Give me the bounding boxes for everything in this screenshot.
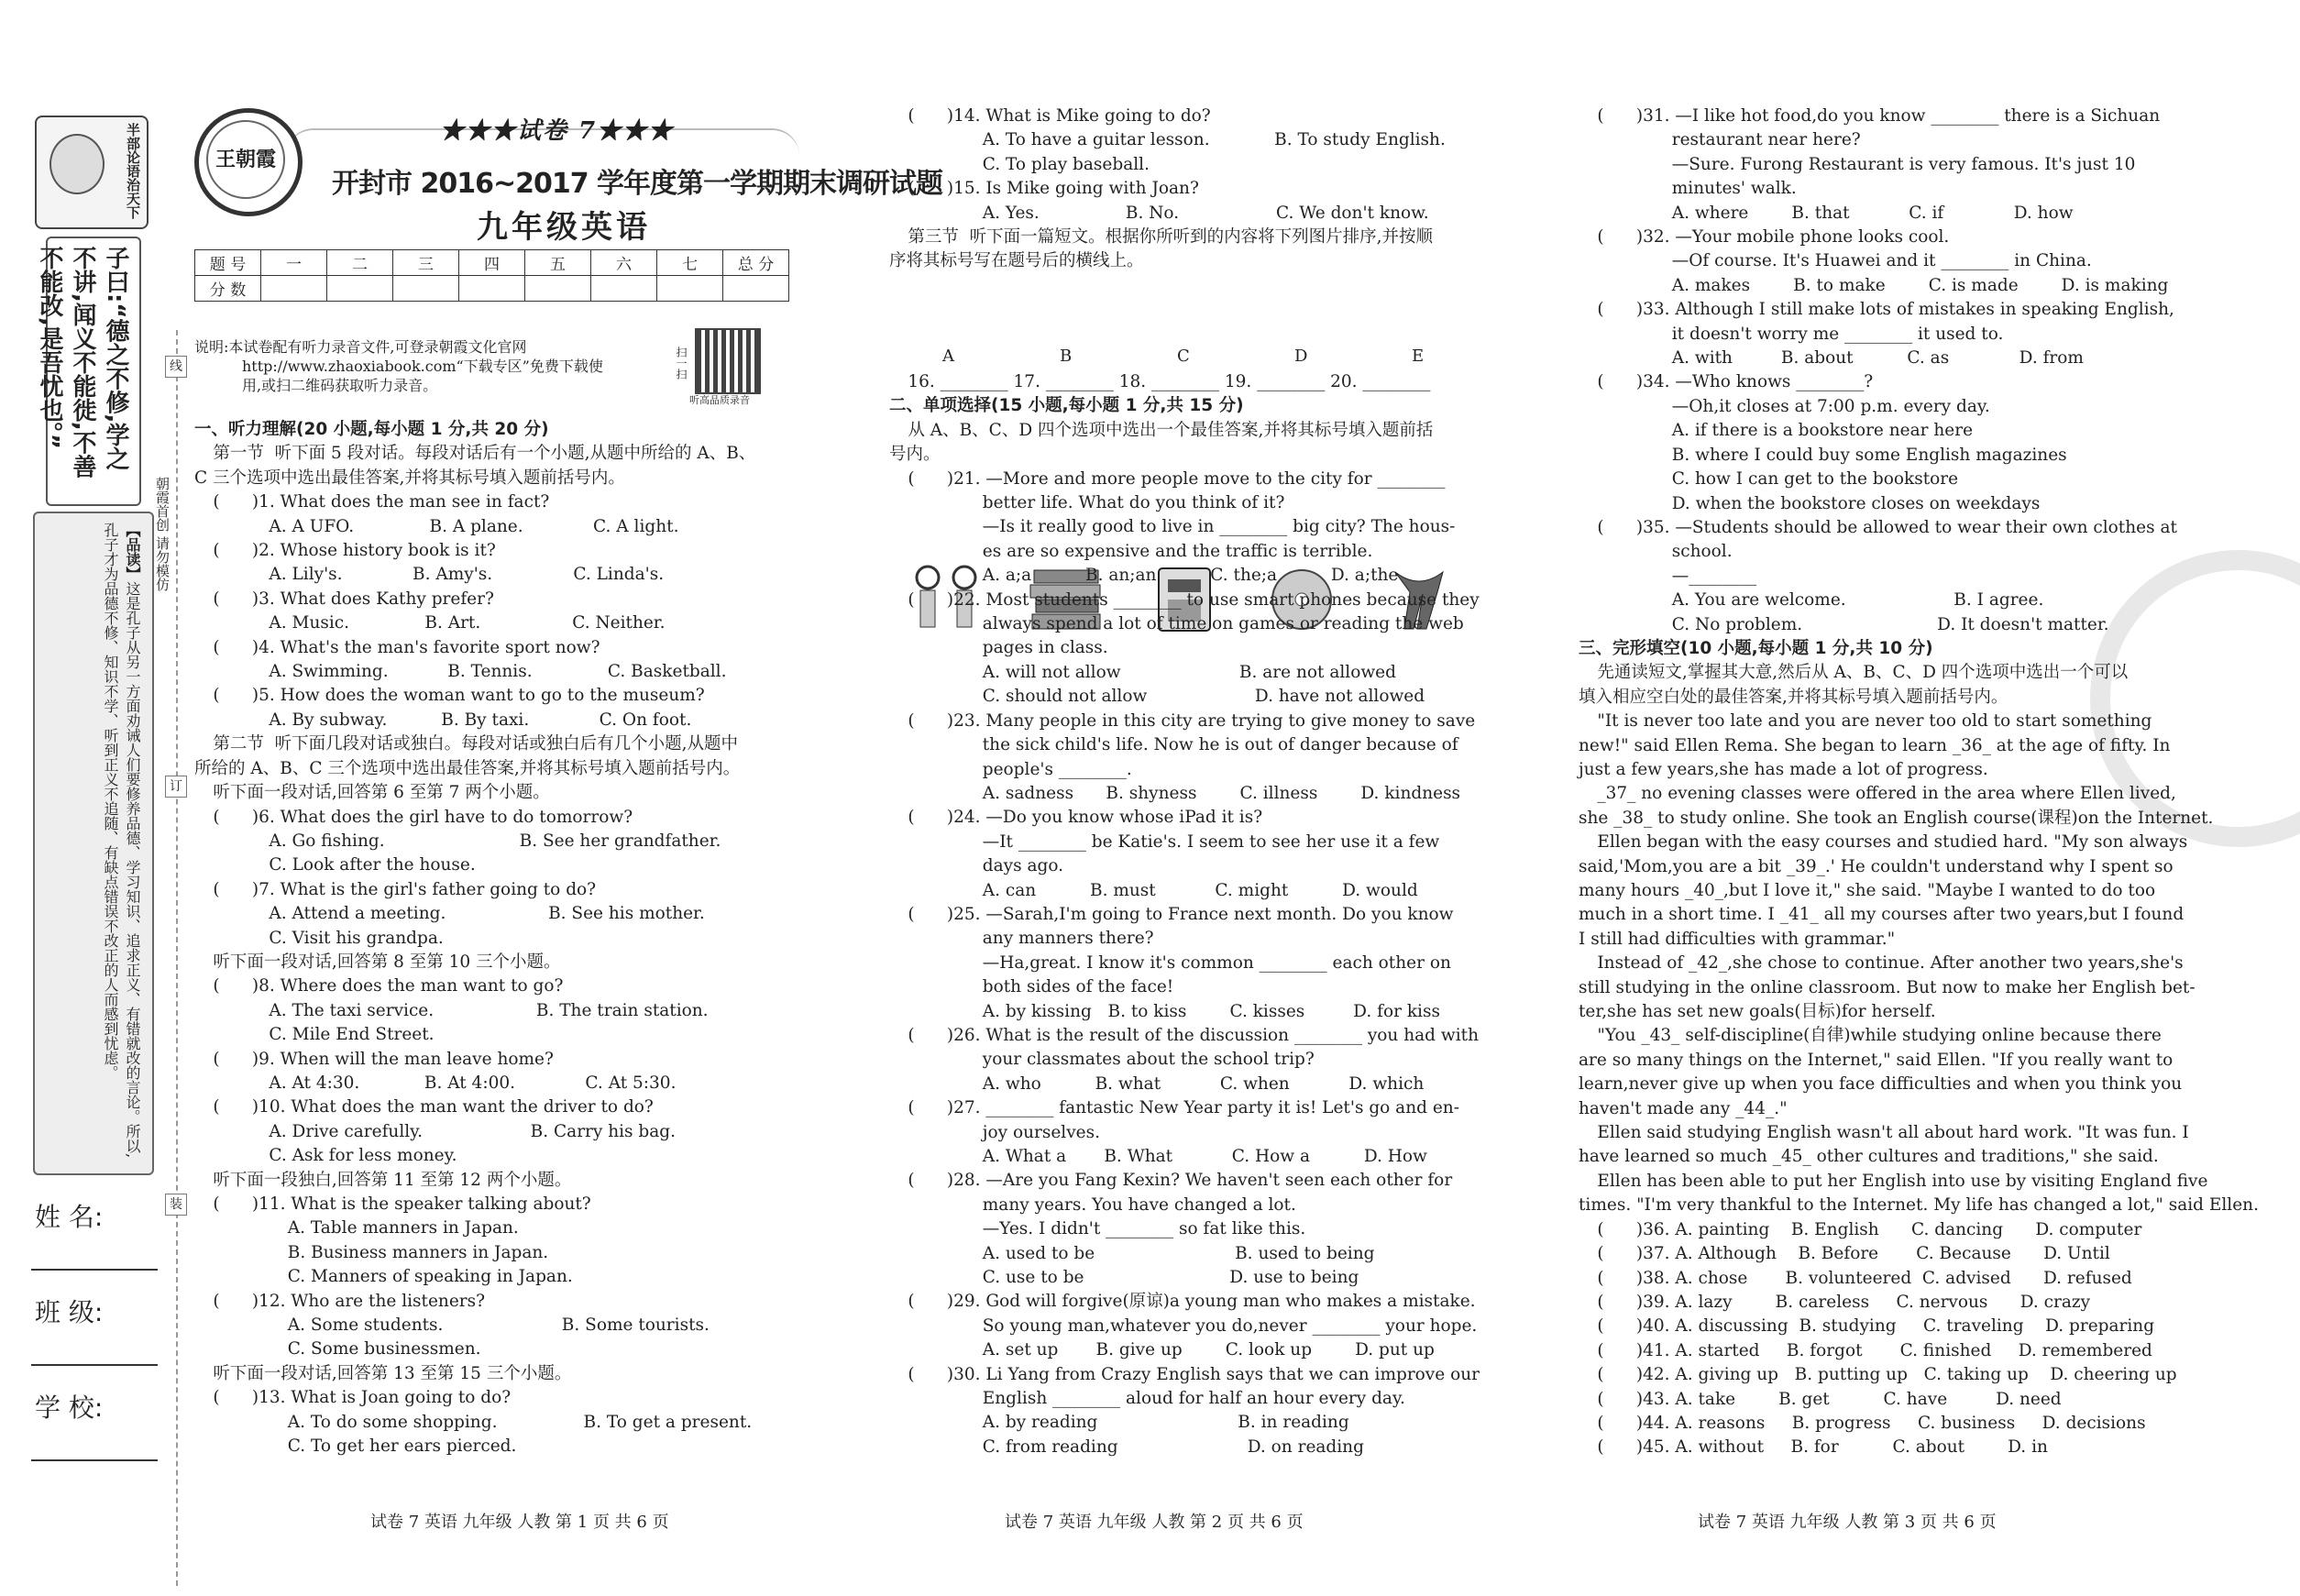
- question-line: A. by reading B. in reading: [982, 1413, 1349, 1433]
- question-line: A. sadness B. shyness C. illness D. kindness: [982, 783, 1461, 803]
- reading-label: 【品读】: [124, 523, 141, 581]
- question-line: ( )5. How does the woman want to go to the museum?: [213, 686, 705, 706]
- question-line: Ellen said studying English wasn't all about hard work. "It was fun. I: [1597, 1123, 2189, 1143]
- column-2-top: [889, 105, 1503, 274]
- question-line: 第二节 听下面几段对话或独白。每段对话或独白后有几个小题,从题中: [213, 734, 738, 754]
- question-line: C. Look after the house.: [269, 855, 476, 875]
- score-cell: 四: [459, 250, 525, 276]
- question-line: C. Manners of speaking in Japan.: [287, 1267, 573, 1287]
- score-input[interactable]: [459, 276, 525, 302]
- question-line: ( )37. A. Although B. Before C. Because D. Until: [1597, 1244, 2110, 1264]
- cartoon-caption: 半部论语治天下: [125, 123, 141, 219]
- instructions-note: [194, 337, 653, 395]
- question-line: ter,she has set new goals(目标)for herself.: [1579, 1002, 1936, 1022]
- question-line: A. At 4:30. B. At 4:00. C. At 5:30.: [269, 1073, 677, 1093]
- question-line: C. No problem. D. It doesn't matter.: [1671, 614, 2109, 634]
- binding-strip: [26, 106, 154, 1472]
- question-line: C. To play baseball.: [982, 154, 1150, 174]
- question-line: A. where B. that C. if D. how: [1671, 203, 2074, 223]
- score-input[interactable]: [591, 276, 657, 302]
- cut-mark-2: 订: [165, 776, 187, 798]
- question-line: 听下面一段独白,回答第 11 至第 12 两个小题。: [213, 1170, 572, 1190]
- confucius-quote: 子曰:“德之不修,学之不讲,闻义不能徙,不善不能改,是吾忧也。”: [36, 246, 129, 479]
- brand-logo: [194, 108, 303, 216]
- question-line: 听下面一段对话,回答第 13 至第 15 三个小题。: [213, 1363, 572, 1383]
- score-cell: 一: [261, 250, 327, 276]
- cut-mark-1: 线: [165, 356, 187, 378]
- question-line: _37_ no evening classes were offered in the area where Ellen lived,: [1597, 784, 2176, 804]
- logo-text: 王朝霞: [206, 120, 285, 199]
- question-line: A. Some students. B. Some tourists.: [287, 1315, 710, 1336]
- score-table-header-row: [195, 250, 789, 276]
- question-line: A. Drive carefully. B. Carry his bag.: [269, 1121, 677, 1141]
- question-line: —________: [1671, 566, 1757, 586]
- score-cell: 总 分: [723, 250, 789, 276]
- question-line: ( )31. —I like hot food,do you know ________ there is a Sichuan: [1597, 106, 2161, 126]
- question-line: ( )24. —Do you know whose iPad it is?: [908, 808, 1263, 828]
- question-line: ( )8. Where does the man want to go?: [213, 976, 564, 996]
- school-label: 学 校:: [35, 1392, 104, 1423]
- page-footer-3: 试卷 7 英语 九年级 人教 第 3 页 共 6 页: [1698, 1513, 1997, 1532]
- page-footer-1: 试卷 7 英语 九年级 人教 第 1 页 共 6 页: [370, 1513, 669, 1532]
- confucius-face-icon: [50, 134, 105, 194]
- question-line: ( )32. —Your mobile phone looks cool.: [1597, 227, 1950, 248]
- question-line: ( )14. What is Mike going to do?: [908, 106, 1211, 126]
- question-line: So young man,whatever you do,never ________ your hope.: [982, 1315, 1478, 1336]
- question-line: minutes' walk.: [1671, 179, 1797, 199]
- question-line: C. Some businessmen.: [287, 1339, 481, 1359]
- question-line: said,'Mom,you are a bit _39_.' He couldn't understand why I spent so: [1579, 856, 2173, 876]
- question-line: ( )23. Many people in this city are trying to give money to save: [908, 710, 1476, 731]
- note-line: 用,或扫二维码获取听力录音。: [242, 377, 438, 394]
- question-line: it doesn't worry me ________ it used to.: [1671, 324, 2004, 344]
- question-line: both sides of the face!: [982, 977, 1174, 997]
- exam-title: 开封市 2016~2017 学年度第一学期期末调研试题: [332, 168, 943, 200]
- score-input[interactable]: [327, 276, 393, 302]
- score-input[interactable]: [723, 276, 789, 302]
- question-line: times. "I'm very thankful to the Internet. My life has changed a lot," said Ellen.: [1579, 1195, 2259, 1216]
- question-line: ( )4. What's the man's favorite sport now?: [213, 637, 600, 657]
- question-line: es are so expensive and the traffic is terrible.: [982, 541, 1373, 561]
- section-heading: 三、完形填空(10 小题,每小题 1 分,共 10 分): [1579, 638, 1933, 658]
- question-line: A. used to be B. used to being: [982, 1243, 1375, 1263]
- score-cell: 五: [525, 250, 591, 276]
- score-input[interactable]: [393, 276, 459, 302]
- column-1: [194, 418, 818, 1458]
- question-line: I still had difficulties with grammar.": [1579, 929, 1896, 949]
- question-line: ( )34. —Who knows ________?: [1597, 372, 1874, 392]
- question-line: ( )22. Most students ________ to use smart phones because they: [908, 589, 1480, 610]
- question-line: 先通读短文,掌握其大意,然后从 A、B、C、D 四个选项中选出一个可以: [1597, 663, 2129, 683]
- question-line: ( )27. ________ fantastic New Year party it is! Let's go and en-: [908, 1098, 1459, 1118]
- question-line: have learned so much _45_ other cultures and traditions," she said.: [1579, 1147, 2159, 1167]
- question-line: people's ________.: [982, 759, 1132, 779]
- question-line: ( )2. Whose history book is it?: [213, 541, 496, 561]
- question-line: learn,never give up when you face difficulties and when you think you: [1579, 1074, 2183, 1095]
- score-cell: 二: [327, 250, 393, 276]
- class-field[interactable]: [31, 1364, 158, 1366]
- score-input[interactable]: [657, 276, 723, 302]
- question-line: better life. What do you think of it?: [982, 493, 1285, 513]
- question-line: B. Business manners in Japan.: [287, 1242, 549, 1262]
- question-line: much in a short time. I _41_ all my courses after two years,but I found: [1579, 905, 2184, 925]
- question-line: ( )9. When will the man leave home?: [213, 1049, 554, 1069]
- question-line: —Ha,great. I know it's common ________ each other on: [982, 952, 1451, 973]
- question-line: just a few years,she has made a lot of progress.: [1579, 759, 1988, 779]
- question-line: ( )44. A. reasons B. progress C. business D. decisions: [1597, 1413, 2146, 1433]
- question-line: new!" said Ellen Rema. She began to learn _36_ at the age of fifty. In: [1579, 735, 2171, 755]
- qr-code-icon[interactable]: [695, 328, 761, 394]
- confucius-cartoon: [35, 116, 149, 229]
- question-line: C. from reading D. on reading: [982, 1436, 1364, 1457]
- question-line: ( )7. What is the girl's father going to do?: [213, 879, 597, 899]
- picture-label: D: [1294, 347, 1308, 366]
- reading-box: [33, 512, 154, 1175]
- picture-label: B: [1060, 347, 1073, 366]
- question-line: A. Attend a meeting. B. See his mother.: [269, 904, 705, 924]
- question-line: ( )30. Li Yang from Crazy English says that we can improve our: [908, 1364, 1480, 1384]
- question-line: the sick child's life. Now he is out of danger because of: [982, 735, 1458, 755]
- question-line: A. What a B. What C. How a D. How: [982, 1147, 1427, 1166]
- question-line: C. Visit his grandpa.: [269, 928, 444, 948]
- cut-line: [176, 330, 178, 1586]
- section-heading: 一、听力理解(20 小题,每小题 1 分,共 20 分): [194, 420, 549, 439]
- question-line: haven't made any _44_.": [1579, 1098, 1788, 1118]
- question-line: ( )13. What is Joan going to do?: [213, 1388, 512, 1408]
- question-line: restaurant near here?: [1671, 130, 1861, 150]
- reading-body: 这是孔子从另一方面劝诫人们要修养品德、学习知识、追求正义、有错就改的言论。所以,孔子才为品德不修、知识不学、听到正义不追随、有缺点错误不改正的人而感到忧虑。: [102, 523, 141, 1159]
- question-line: "You _43_ self-discipline(自律)while studying online because there: [1597, 1026, 2162, 1046]
- question-line: joy ourselves.: [982, 1122, 1100, 1142]
- question-line: A. will not allow B. are not allowed: [982, 662, 1396, 682]
- question-line: ( )6. What does the girl have to do tomorrow?: [213, 807, 633, 827]
- question-line: C. use to be D. use to being: [982, 1268, 1359, 1288]
- column-3: [1579, 105, 2259, 1460]
- question-line: "It is never too late and you are never too old to start something: [1597, 711, 2152, 732]
- picture-row: [908, 281, 1494, 372]
- question-line: she _38_ to study online. She took an English course(课程)on the Internet.: [1579, 808, 2214, 828]
- question-line: ( )12. Who are the listeners?: [213, 1291, 486, 1311]
- score-input[interactable]: [525, 276, 591, 302]
- question-line: A. if there is a bookstore near here: [1671, 421, 1974, 441]
- question-line: A. can B. must C. might D. would: [982, 880, 1418, 900]
- side-note: 朝霞首创 请勿模仿: [154, 477, 171, 591]
- question-line: A. a;a B. an;an C. the;a D. a;the: [982, 566, 1399, 586]
- question-line: ( )25. —Sarah,I'm going to France next month. Do you know: [908, 904, 1454, 924]
- score-table: [194, 249, 789, 302]
- question-line: many hours _40_,but I love it," she said. "Maybe I wanted to do too: [1579, 881, 2156, 900]
- name-field[interactable]: [31, 1269, 158, 1271]
- score-input[interactable]: [261, 276, 327, 302]
- question-line: —Of course. It's Huawei and it ________ in China.: [1671, 251, 2092, 271]
- question-line: 序将其标号写在题号后的横线上。: [889, 251, 1144, 271]
- question-line: ( )43. A. take B. get C. have D. need: [1597, 1389, 2062, 1409]
- quote-box: [36, 237, 141, 506]
- question-line: ( )42. A. giving up B. putting up C. taking up D. cheering up: [1597, 1365, 2177, 1385]
- question-line: many years. You have changed a lot.: [982, 1194, 1296, 1215]
- question-line: A. Table manners in Japan.: [287, 1218, 519, 1238]
- question-line: 第一节 听下面 5 段对话。每段对话后有一个小题,从题中所给的 A、B、: [213, 444, 756, 464]
- section-heading: 二、单项选择(15 小题,每小题 1 分,共 15 分): [889, 396, 1244, 416]
- question-line: ( )36. A. painting B. English C. dancing D. computer: [1597, 1219, 2142, 1239]
- question-line: ( )3. What does Kathy prefer?: [213, 589, 494, 609]
- name-label: 姓 名:: [35, 1202, 104, 1232]
- question-line: A. Swimming. B. Tennis. C. Basketball.: [269, 662, 727, 682]
- question-line: C. Ask for less money.: [269, 1146, 457, 1166]
- question-line: A. by kissing B. to kiss C. kisses D. for kiss: [982, 1001, 1440, 1021]
- question-line: 填入相应空白处的最佳答案,并将其标号填入题前括号内。: [1579, 687, 2008, 707]
- question-line: C. how I can get to the bookstore: [1671, 469, 1959, 490]
- question-line: ( )40. A. discussing B. studying C. traveling D. preparing: [1597, 1316, 2155, 1337]
- question-line: are so many things on the Internet," said Ellen. "If you really want to: [1579, 1050, 2173, 1070]
- question-line: A. The taxi service. B. The train station.: [269, 1000, 709, 1020]
- question-line: 号内。: [889, 445, 941, 465]
- question-line: —It ________ be Katie's. I seem to see her use it a few: [982, 831, 1440, 852]
- question-line: Ellen has been able to put her English into use by visiting England five: [1597, 1171, 2208, 1191]
- question-line: 听下面一段对话,回答第 8 至第 10 三个小题。: [213, 952, 561, 972]
- class-label: 班 级:: [35, 1297, 104, 1327]
- question-line: 16. ________ 17. ________ 18. ________ 19. ________ 20. ________: [908, 372, 1431, 391]
- question-line: ( )38. A. chose B. volunteered C. advised D. refused: [1597, 1268, 2132, 1288]
- question-line: school.: [1671, 542, 1733, 562]
- question-line: ( )35. —Students should be allowed to wear their own clothes at: [1597, 517, 2177, 537]
- note-line: 说明:本试卷配有听力录音文件,可登录朝霞文化官网: [194, 338, 527, 356]
- question-line: Instead of _42_,she chose to continue. After another two years,she's: [1597, 953, 2184, 974]
- question-line: A. To do some shopping. B. To get a present.: [287, 1412, 753, 1432]
- question-line: A. set up B. give up C. look up D. put up: [982, 1340, 1435, 1360]
- question-line: ( )15. Is Mike going with Joan?: [908, 179, 1199, 199]
- question-line: still studying in the online classroom. But now to make her English bet-: [1579, 977, 2195, 997]
- subject-title: 九年级英语: [477, 209, 651, 246]
- reading-text: [99, 523, 143, 1164]
- column-2-bottom: [889, 370, 1503, 1459]
- score-cell: 六: [591, 250, 657, 276]
- question-line: ( )1. What does the man see in fact?: [213, 492, 550, 512]
- question-line: C. To get her ears pierced.: [287, 1436, 517, 1457]
- score-row-label: 分 数: [195, 276, 261, 302]
- question-line: ( )10. What does the man want the driver to do?: [213, 1097, 654, 1117]
- question-line: ( )41. A. started B. forgot C. finished D. remembered: [1597, 1340, 2152, 1360]
- question-line: ( )28. —Are you Fang Kexin? We haven't seen each other for: [908, 1171, 1453, 1191]
- school-field[interactable]: [31, 1459, 158, 1461]
- question-line: B. where I could buy some English magazines: [1671, 445, 2067, 465]
- question-line: C. should not allow D. have not allowed: [982, 687, 1425, 707]
- question-line: ( )11. What is the speaker talking about?: [213, 1194, 591, 1214]
- question-line: ( )26. What is the result of the discussion ________ you had with: [908, 1025, 1479, 1045]
- question-line: A. By subway. B. By taxi. C. On foot.: [269, 710, 692, 730]
- question-line: D. when the bookstore closes on weekdays: [1671, 493, 2041, 513]
- question-line: 从 A、B、C、D 四个选项中选出一个最佳答案,并将其标号填入题前括: [908, 420, 1434, 440]
- question-line: A. You are welcome. B. I agree.: [1671, 590, 2044, 611]
- question-line: any manners there?: [982, 929, 1154, 949]
- note-line: http://www.zhaoxiabook.com“下载专区”免费下载使: [242, 358, 603, 375]
- question-line: C 三个选项中选出最佳答案,并将其标号填入题前括号内。: [194, 468, 625, 488]
- question-line: A. Go fishing. B. See her grandfather.: [269, 831, 721, 851]
- score-table-score-row: [195, 276, 789, 302]
- question-line: ( )33. Although I still make lots of mistakes in speaking English,: [1597, 300, 2174, 320]
- score-cell: 三: [393, 250, 459, 276]
- question-line: A. Lily's. B. Amy's. C. Linda's.: [269, 565, 665, 585]
- question-line: A. Yes. B. No. C. We don't know.: [982, 203, 1429, 223]
- question-line: —Yes. I didn't ________ so fat like this.: [982, 1219, 1306, 1239]
- question-line: A. A UFO. B. A plane. C. A light.: [269, 516, 679, 536]
- question-line: always spend a lot of time on games or reading the web: [982, 614, 1464, 634]
- question-line: A. with B. about C. as D. from: [1671, 348, 2084, 369]
- question-line: ( )45. A. without B. for C. about D. in: [1597, 1437, 2048, 1458]
- page-footer-2: 试卷 7 英语 九年级 人教 第 2 页 共 6 页: [1005, 1513, 1304, 1532]
- cut-mark-3: 装: [165, 1194, 187, 1216]
- question-line: A. makes B. to make C. is made D. is making: [1671, 275, 2169, 295]
- question-line: A. To have a guitar lesson. B. To study English.: [982, 130, 1446, 150]
- question-line: your classmates about the school trip?: [982, 1050, 1315, 1070]
- question-line: A. who B. what C. when D. which: [982, 1073, 1425, 1094]
- qr-caption: 听高品质录音: [689, 394, 750, 406]
- question-line: Ellen began with the easy courses and studied hard. "My son always: [1597, 832, 2188, 853]
- qr-side-text: 扫一扫: [675, 347, 688, 380]
- question-line: 第三节 听下面一篇短文。根据你所听到的内容将下列图片排序,并按顺: [908, 227, 1433, 248]
- question-line: 听下面一段对话,回答第 6 至第 7 两个小题。: [213, 783, 550, 803]
- picture-label: A: [942, 347, 954, 366]
- score-cell: 七: [657, 250, 723, 276]
- question-line: 所给的 A、B、C 三个选项中选出最佳答案,并将其标号填入题前括号内。: [194, 758, 741, 778]
- score-cell: 题 号: [195, 250, 261, 276]
- question-line: ( )21. —More and more people move to the city for ________: [908, 468, 1446, 489]
- picture-label: E: [1412, 347, 1425, 366]
- question-line: C. Mile End Street.: [269, 1025, 435, 1045]
- question-line: English ________ aloud for half an hour every day.: [982, 1389, 1405, 1409]
- question-line: A. Music. B. Art. C. Neither.: [269, 613, 666, 633]
- picture-label: C: [1177, 347, 1190, 366]
- question-line: ( )29. God will forgive(原谅)a young man who makes a mistake.: [908, 1292, 1476, 1312]
- question-line: days ago.: [982, 856, 1064, 876]
- question-line: ( )39. A. lazy B. careless C. nervous D. crazy: [1597, 1292, 2091, 1312]
- question-line: —Is it really good to live in ________ big city? The hous-: [982, 517, 1456, 537]
- paper-number: ★★★试卷 7★★★: [440, 117, 675, 145]
- question-line: pages in class.: [982, 638, 1108, 658]
- question-line: —Oh,it closes at 7:00 p.m. every day.: [1671, 396, 1990, 416]
- question-line: —Sure. Furong Restaurant is very famous. It's just 10: [1671, 154, 2136, 174]
